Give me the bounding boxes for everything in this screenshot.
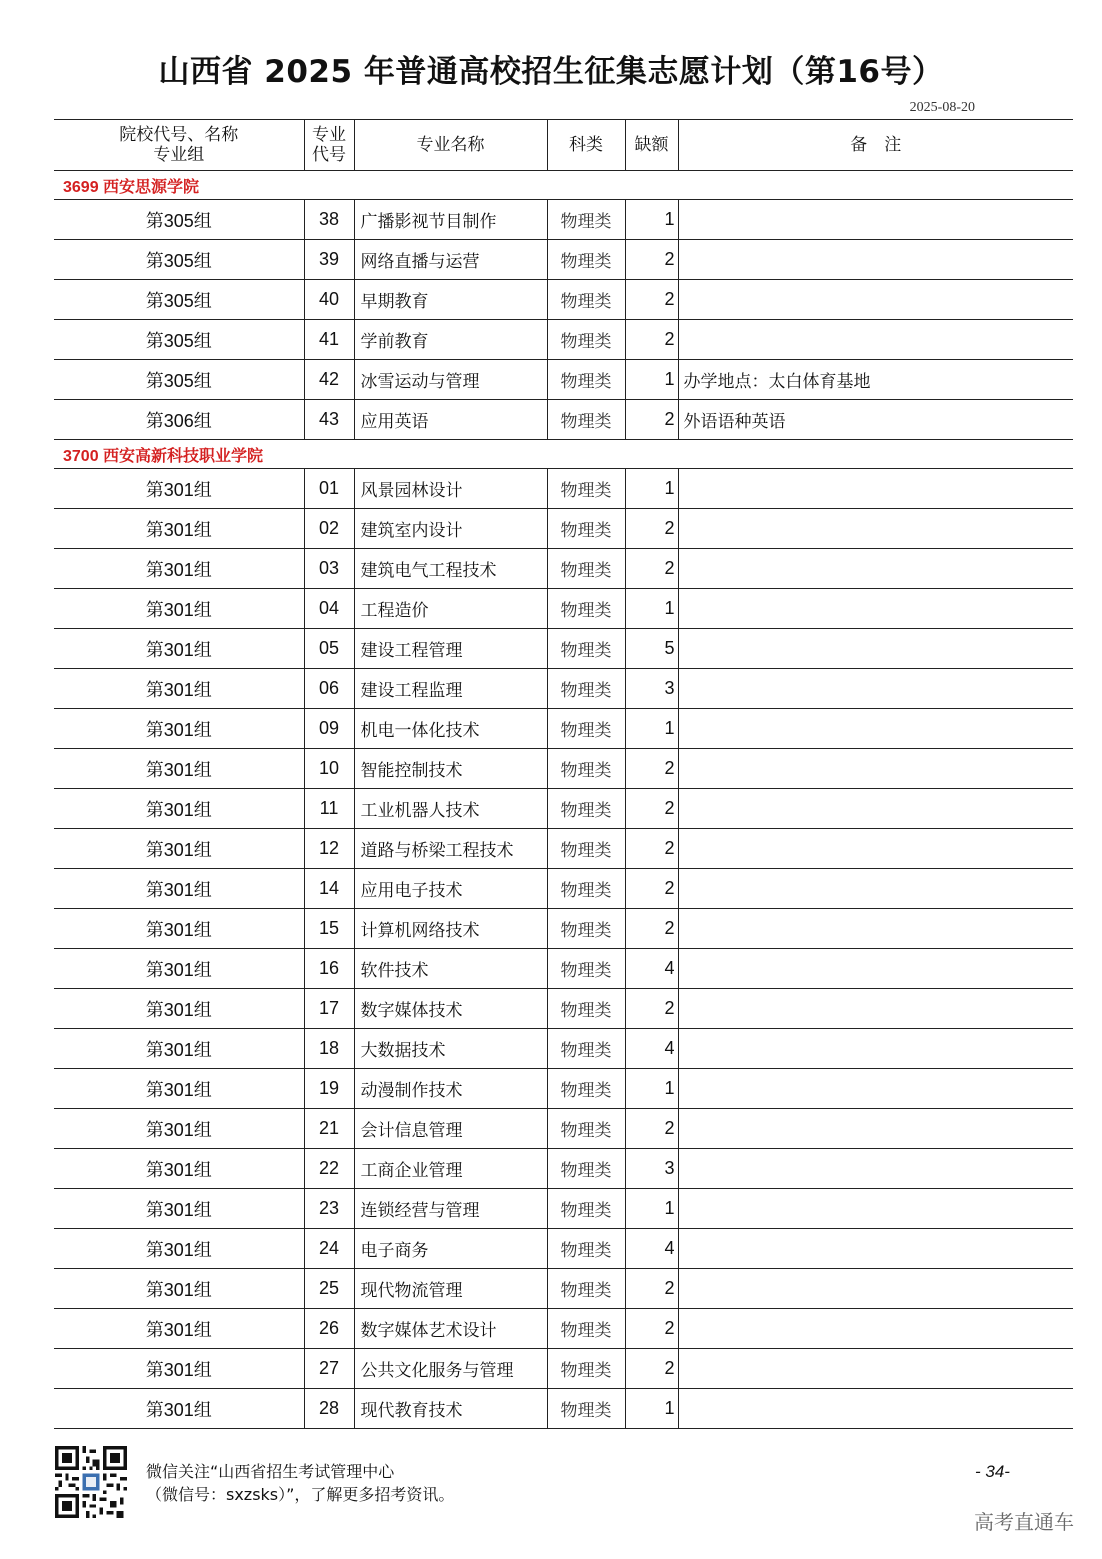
group-cell: 第301组 <box>54 909 304 949</box>
table-header-row <box>54 120 1073 171</box>
vacancy-cell: 1 <box>625 1069 678 1109</box>
vacancy-cell: 1 <box>625 200 678 240</box>
table-row <box>54 1069 1073 1109</box>
note-cell <box>678 1229 1073 1269</box>
header-group <box>54 120 304 171</box>
table-row <box>54 200 1073 240</box>
major-name-cell: 应用电子技术 <box>354 869 547 909</box>
vacancy-cell: 2 <box>625 400 678 440</box>
note-cell <box>678 320 1073 360</box>
group-cell: 第301组 <box>54 1309 304 1349</box>
major-code-cell: 02 <box>304 509 354 549</box>
category-cell: 物理类 <box>547 789 625 829</box>
note-cell <box>678 909 1073 949</box>
major-name-cell: 现代物流管理 <box>354 1269 547 1309</box>
major-name-cell: 现代教育技术 <box>354 1389 547 1429</box>
major-name-cell: 计算机网络技术 <box>354 909 547 949</box>
major-name-cell: 机电一体化技术 <box>354 709 547 749</box>
category-cell: 物理类 <box>547 320 625 360</box>
major-name-cell: 建设工程监理 <box>354 669 547 709</box>
major-name-cell: 早期教育 <box>354 280 547 320</box>
table-row <box>54 869 1073 909</box>
header-category: 科类 <box>547 120 625 171</box>
category-cell: 物理类 <box>547 1269 625 1309</box>
major-code-cell: 21 <box>304 1109 354 1149</box>
note-cell <box>678 589 1073 629</box>
category-cell: 物理类 <box>547 709 625 749</box>
category-cell: 物理类 <box>547 1389 625 1429</box>
major-code-cell: 23 <box>304 1189 354 1229</box>
major-name-cell: 学前教育 <box>354 320 547 360</box>
category-cell: 物理类 <box>547 1069 625 1109</box>
plan-table-body <box>54 171 1073 1429</box>
group-cell: 第306组 <box>54 400 304 440</box>
major-name-cell: 建设工程管理 <box>354 629 547 669</box>
category-cell: 物理类 <box>547 1229 625 1269</box>
major-name-cell: 动漫制作技术 <box>354 1069 547 1109</box>
school-name: 3700 西安高新科技职业学院 <box>54 440 1073 469</box>
vacancy-cell: 2 <box>625 1349 678 1389</box>
table-row <box>54 909 1073 949</box>
vacancy-cell: 2 <box>625 240 678 280</box>
table-row <box>54 1189 1073 1229</box>
note-cell <box>678 280 1073 320</box>
major-code-cell: 09 <box>304 709 354 749</box>
group-cell: 第301组 <box>54 709 304 749</box>
major-name-cell: 会计信息管理 <box>354 1109 547 1149</box>
table-row <box>54 549 1073 589</box>
major-code-cell: 12 <box>304 829 354 869</box>
group-cell: 第301组 <box>54 1229 304 1269</box>
table-row <box>54 789 1073 829</box>
vacancy-cell: 2 <box>625 280 678 320</box>
vacancy-cell: 4 <box>625 1229 678 1269</box>
major-code-cell: 11 <box>304 789 354 829</box>
major-name-cell: 连锁经营与管理 <box>354 1189 547 1229</box>
table-row <box>54 360 1073 400</box>
category-cell: 物理类 <box>547 989 625 1029</box>
major-name-cell: 风景园林设计 <box>354 469 547 509</box>
major-code-cell: 10 <box>304 749 354 789</box>
note-cell: 办学地点：太白体育基地 <box>678 360 1073 400</box>
major-name-cell: 广播影视节目制作 <box>354 200 547 240</box>
category-cell: 物理类 <box>547 200 625 240</box>
table-row <box>54 1029 1073 1069</box>
table-row <box>54 509 1073 549</box>
note-cell <box>678 1349 1073 1389</box>
group-cell: 第301组 <box>54 669 304 709</box>
major-name-cell: 智能控制技术 <box>354 749 547 789</box>
vacancy-cell: 1 <box>625 589 678 629</box>
major-name-cell: 工业机器人技术 <box>354 789 547 829</box>
table-row <box>54 749 1073 789</box>
group-cell: 第305组 <box>54 200 304 240</box>
header-code-line1: 专业 <box>312 125 346 145</box>
note-cell <box>678 749 1073 789</box>
category-cell: 物理类 <box>547 469 625 509</box>
school-name: 3699 西安思源学院 <box>54 171 1073 200</box>
group-cell: 第305组 <box>54 280 304 320</box>
major-code-cell: 19 <box>304 1069 354 1109</box>
group-cell: 第301组 <box>54 1149 304 1189</box>
vacancy-cell: 2 <box>625 320 678 360</box>
header-code <box>304 120 354 171</box>
group-cell: 第301组 <box>54 949 304 989</box>
vacancy-cell: 2 <box>625 869 678 909</box>
vacancy-cell: 3 <box>625 669 678 709</box>
group-cell: 第301组 <box>54 589 304 629</box>
major-code-cell: 38 <box>304 200 354 240</box>
major-code-cell: 27 <box>304 1349 354 1389</box>
category-cell: 物理类 <box>547 549 625 589</box>
major-code-cell: 05 <box>304 629 354 669</box>
major-name-cell: 数字媒体艺术设计 <box>354 1309 547 1349</box>
document-date: 2025-08-20 <box>909 100 975 115</box>
table-row <box>54 240 1073 280</box>
table-row <box>54 589 1073 629</box>
note-cell <box>678 1269 1073 1309</box>
note-cell <box>678 709 1073 749</box>
major-code-cell: 41 <box>304 320 354 360</box>
group-cell: 第301组 <box>54 549 304 589</box>
group-cell: 第301组 <box>54 749 304 789</box>
school-header-row <box>54 171 1073 200</box>
watermark: 高考直通车 <box>974 1510 1074 1534</box>
table-row <box>54 1349 1073 1389</box>
major-code-cell: 40 <box>304 280 354 320</box>
table-row <box>54 400 1073 440</box>
footer-line1: 微信关注“山西省招生考试管理中心 <box>146 1462 395 1481</box>
major-code-cell: 28 <box>304 1389 354 1429</box>
major-code-cell: 06 <box>304 669 354 709</box>
major-code-cell: 14 <box>304 869 354 909</box>
category-cell: 物理类 <box>547 1109 625 1149</box>
header-note: 备 注 <box>678 120 1073 171</box>
footer-notice <box>146 1460 454 1506</box>
group-cell: 第301组 <box>54 1109 304 1149</box>
note-cell <box>678 1389 1073 1429</box>
note-cell <box>678 509 1073 549</box>
major-code-cell: 01 <box>304 469 354 509</box>
table-row <box>54 709 1073 749</box>
category-cell: 物理类 <box>547 1349 625 1389</box>
major-code-cell: 04 <box>304 589 354 629</box>
major-name-cell: 工程造价 <box>354 589 547 629</box>
table-row <box>54 629 1073 669</box>
group-cell: 第301组 <box>54 629 304 669</box>
group-cell: 第301组 <box>54 1389 304 1429</box>
note-cell <box>678 989 1073 1029</box>
note-cell <box>678 549 1073 589</box>
category-cell: 物理类 <box>547 280 625 320</box>
header-group-line2: 专业组 <box>153 145 205 165</box>
major-name-cell: 道路与桥梁工程技术 <box>354 829 547 869</box>
major-code-cell: 16 <box>304 949 354 989</box>
vacancy-cell: 1 <box>625 709 678 749</box>
category-cell: 物理类 <box>547 509 625 549</box>
major-name-cell: 应用英语 <box>354 400 547 440</box>
vacancy-cell: 1 <box>625 1189 678 1229</box>
note-cell <box>678 629 1073 669</box>
note-cell <box>678 1309 1073 1349</box>
vacancy-cell: 2 <box>625 1309 678 1349</box>
major-code-cell: 15 <box>304 909 354 949</box>
table-row <box>54 1229 1073 1269</box>
vacancy-cell: 1 <box>625 1389 678 1429</box>
note-cell <box>678 1109 1073 1149</box>
group-cell: 第301组 <box>54 509 304 549</box>
note-cell <box>678 669 1073 709</box>
note-cell <box>678 1149 1073 1189</box>
group-cell: 第301组 <box>54 1069 304 1109</box>
note-cell <box>678 869 1073 909</box>
table-row <box>54 469 1073 509</box>
note-cell <box>678 789 1073 829</box>
group-cell: 第301组 <box>54 1349 304 1389</box>
page-number: - 34- <box>975 1462 1010 1481</box>
group-cell: 第305组 <box>54 320 304 360</box>
table-row <box>54 1269 1073 1309</box>
major-name-cell: 电子商务 <box>354 1229 547 1269</box>
vacancy-cell: 2 <box>625 1109 678 1149</box>
major-name-cell: 网络直播与运营 <box>354 240 547 280</box>
major-name-cell: 大数据技术 <box>354 1029 547 1069</box>
vacancy-cell: 2 <box>625 789 678 829</box>
vacancy-cell: 4 <box>625 1029 678 1069</box>
category-cell: 物理类 <box>547 360 625 400</box>
major-name-cell: 建筑室内设计 <box>354 509 547 549</box>
category-cell: 物理类 <box>547 669 625 709</box>
group-cell: 第301组 <box>54 1269 304 1309</box>
vacancy-cell: 2 <box>625 549 678 589</box>
major-code-cell: 03 <box>304 549 354 589</box>
table-row <box>54 1109 1073 1149</box>
header-group-line1: 院校代号、名称 <box>119 125 239 145</box>
major-name-cell: 软件技术 <box>354 949 547 989</box>
major-code-cell: 25 <box>304 1269 354 1309</box>
vacancy-cell: 2 <box>625 909 678 949</box>
category-cell: 物理类 <box>547 949 625 989</box>
vacancy-cell: 1 <box>625 360 678 400</box>
vacancy-cell: 2 <box>625 1269 678 1309</box>
qr-code-icon <box>55 1446 127 1518</box>
major-code-cell: 43 <box>304 400 354 440</box>
vacancy-cell: 2 <box>625 749 678 789</box>
footer-line2: （微信号：sxzsks）”，了解更多招考资讯。 <box>146 1485 455 1504</box>
plan-table <box>54 119 1073 1429</box>
major-code-cell: 39 <box>304 240 354 280</box>
group-cell: 第301组 <box>54 1189 304 1229</box>
table-row <box>54 829 1073 869</box>
vacancy-cell: 2 <box>625 509 678 549</box>
document-title: 山西省 2025 年普通高校招生征集志愿计划（第16号） <box>158 54 944 90</box>
major-code-cell: 24 <box>304 1229 354 1269</box>
header-vacancy: 缺额 <box>625 120 678 171</box>
major-code-cell: 26 <box>304 1309 354 1349</box>
group-cell: 第301组 <box>54 789 304 829</box>
major-code-cell: 22 <box>304 1149 354 1189</box>
category-cell: 物理类 <box>547 1309 625 1349</box>
category-cell: 物理类 <box>547 589 625 629</box>
vacancy-cell: 5 <box>625 629 678 669</box>
note-cell <box>678 469 1073 509</box>
note-cell <box>678 829 1073 869</box>
note-cell <box>678 200 1073 240</box>
table-row <box>54 1389 1073 1429</box>
category-cell: 物理类 <box>547 829 625 869</box>
group-cell: 第301组 <box>54 989 304 1029</box>
table-row <box>54 1149 1073 1189</box>
vacancy-cell: 1 <box>625 469 678 509</box>
vacancy-cell: 2 <box>625 829 678 869</box>
group-cell: 第301组 <box>54 829 304 869</box>
group-cell: 第301组 <box>54 469 304 509</box>
table-row <box>54 949 1073 989</box>
table-row <box>54 320 1073 360</box>
group-cell: 第301组 <box>54 1029 304 1069</box>
category-cell: 物理类 <box>547 629 625 669</box>
category-cell: 物理类 <box>547 1149 625 1189</box>
category-cell: 物理类 <box>547 240 625 280</box>
major-code-cell: 17 <box>304 989 354 1029</box>
category-cell: 物理类 <box>547 1189 625 1229</box>
note-cell <box>678 1069 1073 1109</box>
major-name-cell: 数字媒体技术 <box>354 989 547 1029</box>
category-cell: 物理类 <box>547 400 625 440</box>
vacancy-cell: 3 <box>625 1149 678 1189</box>
group-cell: 第305组 <box>54 360 304 400</box>
note-cell <box>678 949 1073 989</box>
table-row <box>54 989 1073 1029</box>
note-cell <box>678 1029 1073 1069</box>
note-cell <box>678 1189 1073 1229</box>
header-major: 专业名称 <box>354 120 547 171</box>
category-cell: 物理类 <box>547 869 625 909</box>
category-cell: 物理类 <box>547 909 625 949</box>
major-name-cell: 公共文化服务与管理 <box>354 1349 547 1389</box>
major-code-cell: 42 <box>304 360 354 400</box>
note-cell: 外语语种英语 <box>678 400 1073 440</box>
major-name-cell: 冰雪运动与管理 <box>354 360 547 400</box>
category-cell: 物理类 <box>547 749 625 789</box>
vacancy-cell: 4 <box>625 949 678 989</box>
school-header-row <box>54 440 1073 469</box>
major-code-cell: 18 <box>304 1029 354 1069</box>
table-row <box>54 669 1073 709</box>
category-cell: 物理类 <box>547 1029 625 1069</box>
group-cell: 第305组 <box>54 240 304 280</box>
note-cell <box>678 240 1073 280</box>
group-cell: 第301组 <box>54 869 304 909</box>
table-row <box>54 280 1073 320</box>
major-name-cell: 建筑电气工程技术 <box>354 549 547 589</box>
table-row <box>54 1309 1073 1349</box>
vacancy-cell: 2 <box>625 989 678 1029</box>
header-code-line2: 代号 <box>312 145 346 165</box>
major-name-cell: 工商企业管理 <box>354 1149 547 1189</box>
